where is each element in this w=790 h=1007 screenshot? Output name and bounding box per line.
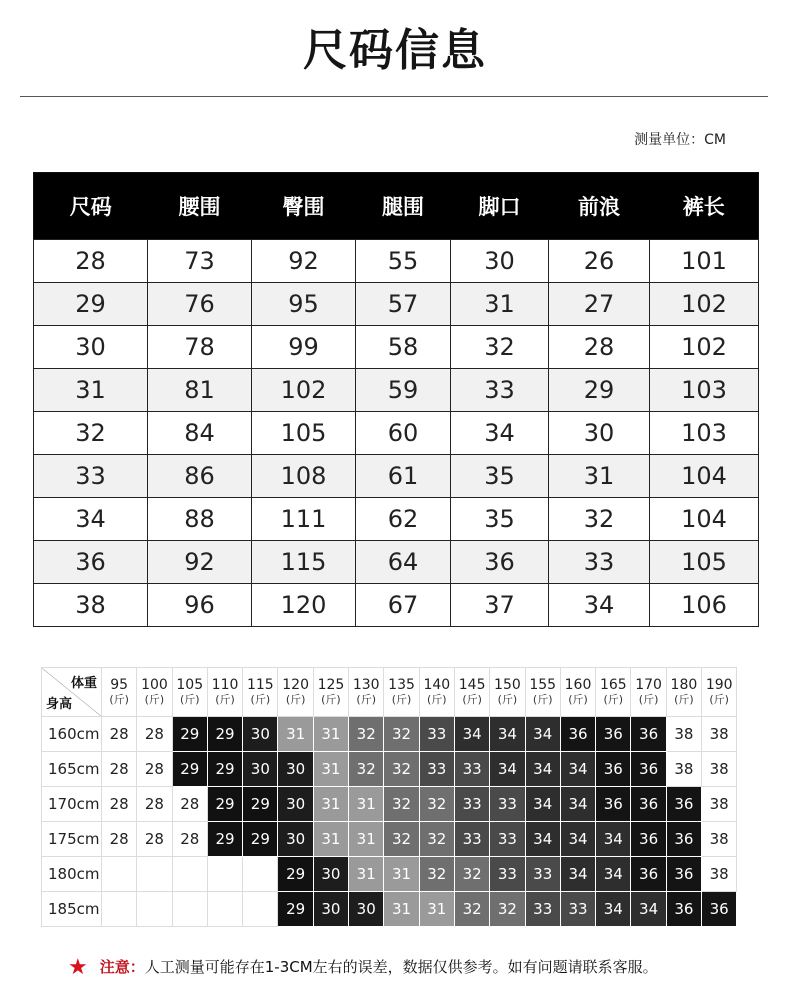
recommended-size-cell: 36: [631, 752, 666, 787]
weight-value: 120: [282, 677, 309, 693]
weight-unit: (斤): [179, 693, 200, 706]
recommended-size-cell: 32: [384, 717, 419, 752]
weight-header-cell: [207, 668, 242, 717]
recommended-size-cell: [137, 857, 172, 892]
weight-unit: (斤): [638, 693, 659, 706]
measurement-disclaimer: [68, 955, 658, 980]
table-cell: 36: [34, 541, 148, 584]
recommended-size-cell: 36: [666, 857, 701, 892]
height-label: 170cm: [42, 787, 102, 822]
height-row: [42, 752, 737, 787]
weight-value: 105: [176, 677, 204, 693]
recommended-size-cell: 31: [349, 787, 384, 822]
size-chart-table: [33, 172, 759, 627]
table-cell: 111: [252, 498, 356, 541]
recommended-size-cell: 34: [560, 857, 595, 892]
weight-unit: (斤): [568, 693, 588, 706]
height-row: [42, 892, 737, 927]
table-cell: 34: [451, 412, 549, 455]
table-cell: 58: [356, 326, 451, 369]
recommended-size-cell: [172, 857, 207, 892]
weight-header-cell: [631, 668, 666, 717]
weight-unit: (斤): [250, 693, 271, 706]
height-axis-label: 身高: [46, 697, 73, 712]
height-label: 160cm: [42, 717, 102, 752]
table-cell: 57: [356, 283, 451, 326]
table-cell: 73: [148, 240, 252, 283]
weight-value: 140: [423, 677, 451, 693]
recommended-size-cell: 29: [207, 717, 242, 752]
table-cell: 86: [148, 455, 252, 498]
recommended-size-cell: 38: [702, 717, 737, 752]
recommended-size-cell: 32: [419, 857, 454, 892]
height-label: 165cm: [42, 752, 102, 787]
recommended-size-cell: 34: [560, 787, 595, 822]
table-cell: 101: [650, 240, 759, 283]
weight-header-cell: [525, 668, 560, 717]
recommended-size-cell: 32: [419, 787, 454, 822]
table-cell: 26: [549, 240, 650, 283]
recommended-size-cell: 36: [666, 892, 701, 927]
recommended-size-cell: 34: [560, 752, 595, 787]
recommended-size-cell: 28: [102, 787, 137, 822]
weight-value: 150: [494, 677, 521, 693]
height-row: [42, 822, 737, 857]
recommended-size-cell: [243, 857, 278, 892]
table-cell: 55: [356, 240, 451, 283]
weight-unit: (斤): [427, 693, 447, 706]
weight-value: 165: [599, 677, 627, 693]
table-cell: 105: [252, 412, 356, 455]
table-cell: 78: [148, 326, 252, 369]
recommended-size-cell: 36: [666, 787, 701, 822]
recommended-size-cell: 29: [243, 822, 278, 857]
height-label: 175cm: [42, 822, 102, 857]
weight-unit: (斤): [497, 693, 518, 706]
recommended-size-cell: 29: [243, 787, 278, 822]
table-cell: 38: [34, 584, 148, 627]
table-cell: 103: [650, 412, 759, 455]
table-cell: 36: [451, 541, 549, 584]
recommended-size-cell: 29: [172, 752, 207, 787]
recommended-size-cell: 36: [596, 717, 631, 752]
height-label: 185cm: [42, 892, 102, 927]
recommended-size-cell: 32: [490, 892, 525, 927]
recommended-size-cell: [243, 892, 278, 927]
header-length: 裤长: [650, 173, 759, 240]
page-title: 尺码信息: [303, 25, 487, 76]
recommended-size-cell: 31: [419, 892, 454, 927]
table-cell: 30: [549, 412, 650, 455]
recommended-size-cell: 28: [137, 717, 172, 752]
table-cell: 32: [34, 412, 148, 455]
table-row: [34, 326, 759, 369]
header-hem: 脚口: [451, 173, 549, 240]
header-hip: 臀围: [252, 173, 356, 240]
recommended-size-cell: 31: [313, 787, 348, 822]
table-cell: 67: [356, 584, 451, 627]
table-cell: 92: [148, 541, 252, 584]
recommended-size-cell: 30: [278, 752, 313, 787]
recommended-size-cell: 38: [666, 717, 701, 752]
recommended-size-cell: 29: [278, 892, 313, 927]
recommended-size-cell: 34: [631, 892, 666, 927]
height-row: [42, 717, 737, 752]
recommended-size-cell: 33: [454, 822, 489, 857]
table-cell: 105: [650, 541, 759, 584]
recommended-size-cell: 29: [278, 857, 313, 892]
weight-header-cell: [419, 668, 454, 717]
recommended-size-cell: 36: [702, 892, 737, 927]
recommended-size-cell: 33: [490, 822, 525, 857]
recommended-size-cell: [172, 892, 207, 927]
weight-unit: (斤): [109, 693, 129, 706]
table-cell: 34: [34, 498, 148, 541]
weight-header-cell: [384, 668, 419, 717]
table-cell: 103: [650, 369, 759, 412]
recommended-size-cell: 31: [313, 822, 348, 857]
table-cell: 115: [252, 541, 356, 584]
table-cell: 61: [356, 455, 451, 498]
recommended-size-cell: 31: [278, 717, 313, 752]
recommended-size-cell: 34: [525, 717, 560, 752]
table-cell: 104: [650, 455, 759, 498]
header-size: 尺码: [34, 173, 148, 240]
recommended-size-cell: [207, 857, 242, 892]
table-row: [34, 584, 759, 627]
recommended-size-cell: 34: [490, 717, 525, 752]
recommended-size-cell: 36: [560, 717, 595, 752]
table-cell: 33: [34, 455, 148, 498]
table-row: [34, 455, 759, 498]
recommended-size-cell: 30: [313, 892, 348, 927]
table-cell: 99: [252, 326, 356, 369]
header-thigh: 腿围: [356, 173, 451, 240]
weight-unit: (斤): [356, 693, 377, 706]
header-front-rise: 前浪: [549, 173, 650, 240]
recommended-size-cell: 33: [454, 752, 489, 787]
height-label: 180cm: [42, 857, 102, 892]
weight-header-cell: [172, 668, 207, 717]
weight-unit: (斤): [709, 693, 729, 706]
weight-unit: (斤): [532, 693, 553, 706]
weight-value: 180: [670, 677, 698, 693]
weight-value: 135: [388, 677, 415, 693]
recommended-size-cell: 36: [631, 787, 666, 822]
weight-value: 95: [110, 677, 129, 693]
recommended-size-cell: 36: [596, 787, 631, 822]
recommended-size-cell: 38: [702, 857, 737, 892]
weight-header-cell: [137, 668, 172, 717]
recommended-size-cell: [102, 892, 137, 927]
header-waist: 腰围: [148, 173, 252, 240]
table-row: [34, 240, 759, 283]
table-cell: 28: [549, 326, 650, 369]
table-cell: 32: [549, 498, 650, 541]
weight-value: 170: [635, 677, 662, 693]
recommended-size-cell: 33: [525, 857, 560, 892]
recommended-size-cell: 38: [666, 752, 701, 787]
table-cell: 64: [356, 541, 451, 584]
recommended-size-cell: 33: [525, 892, 560, 927]
recommended-size-cell: 33: [560, 892, 595, 927]
title-divider: [20, 96, 768, 97]
table-cell: 92: [252, 240, 356, 283]
weight-unit: (斤): [321, 693, 341, 706]
weight-value: 145: [458, 677, 486, 693]
table-cell: 102: [650, 326, 759, 369]
recommended-size-cell: 32: [454, 892, 489, 927]
weight-axis-label: 体重: [70, 676, 97, 691]
recommended-size-cell: 36: [631, 857, 666, 892]
table-cell: 102: [252, 369, 356, 412]
recommended-size-cell: [102, 857, 137, 892]
table-cell: 62: [356, 498, 451, 541]
recommended-size-cell: 33: [419, 752, 454, 787]
table-cell: 59: [356, 369, 451, 412]
weight-unit: (斤): [462, 693, 482, 706]
weight-value: 100: [141, 677, 168, 693]
recommended-size-cell: 36: [631, 717, 666, 752]
table-cell: 106: [650, 584, 759, 627]
recommended-size-cell: 30: [278, 822, 313, 857]
table-row: [34, 412, 759, 455]
table-cell: 33: [549, 541, 650, 584]
recommended-size-cell: 28: [137, 752, 172, 787]
weight-value: 160: [564, 677, 592, 693]
table-row: [34, 283, 759, 326]
weight-header-cell: [102, 668, 137, 717]
recommended-size-cell: [207, 892, 242, 927]
recommended-size-cell: 34: [525, 752, 560, 787]
recommended-size-cell: 30: [349, 892, 384, 927]
recommended-size-cell: 32: [419, 822, 454, 857]
table-cell: 84: [148, 412, 252, 455]
recommended-size-cell: 32: [349, 717, 384, 752]
recommended-size-cell: 34: [596, 822, 631, 857]
table-row: [34, 369, 759, 412]
table-cell: 28: [34, 240, 148, 283]
weight-header-cell: [243, 668, 278, 717]
table-cell: 35: [451, 455, 549, 498]
height-row: [42, 787, 737, 822]
table-cell: 34: [549, 584, 650, 627]
recommended-size-cell: 38: [702, 752, 737, 787]
recommended-size-cell: 34: [596, 892, 631, 927]
recommended-size-cell: 28: [172, 822, 207, 857]
weight-value: 125: [317, 677, 345, 693]
recommended-size-cell: 29: [172, 717, 207, 752]
table-cell: 31: [34, 369, 148, 412]
height-row: [42, 857, 737, 892]
table-cell: 104: [650, 498, 759, 541]
table-row: [34, 498, 759, 541]
recommended-size-cell: 36: [596, 752, 631, 787]
recommended-size-cell: [137, 892, 172, 927]
recommended-size-cell: 28: [102, 717, 137, 752]
table-cell: 31: [451, 283, 549, 326]
recommended-size-cell: 31: [313, 717, 348, 752]
weight-header-cell: [349, 668, 384, 717]
measurement-unit-note: 测量单位：CM: [634, 132, 726, 148]
weight-header-cell: [666, 668, 701, 717]
weight-unit: (斤): [285, 693, 306, 706]
table-cell: 81: [148, 369, 252, 412]
note-text: 人工测量可能存在1-3CM左右的误差，数据仅供参考。如有问题请联系客服。: [144, 958, 658, 976]
weight-header-cell: [702, 668, 737, 717]
weight-height-size-grid: [41, 667, 737, 927]
weight-header-cell: [596, 668, 631, 717]
recommended-size-cell: 30: [313, 857, 348, 892]
recommended-size-cell: 29: [207, 787, 242, 822]
recommended-size-cell: 33: [490, 857, 525, 892]
table-cell: 88: [148, 498, 252, 541]
weight-unit: (斤): [144, 693, 165, 706]
recommended-size-cell: 38: [702, 787, 737, 822]
recommended-size-cell: 31: [349, 857, 384, 892]
table-cell: 37: [451, 584, 549, 627]
weight-header-cell: [313, 668, 348, 717]
recommended-size-cell: 32: [384, 822, 419, 857]
weight-unit: (斤): [215, 693, 235, 706]
recommended-size-cell: 32: [349, 752, 384, 787]
recommended-size-cell: 34: [596, 857, 631, 892]
table-cell: 120: [252, 584, 356, 627]
table-row: [34, 541, 759, 584]
table-cell: 32: [451, 326, 549, 369]
table-cell: 60: [356, 412, 451, 455]
recommended-size-cell: 32: [454, 857, 489, 892]
recommended-size-cell: 28: [172, 787, 207, 822]
table-cell: 29: [549, 369, 650, 412]
table-cell: 96: [148, 584, 252, 627]
recommended-size-cell: 32: [384, 752, 419, 787]
weight-header-cell: [490, 668, 525, 717]
recommended-size-cell: 28: [102, 822, 137, 857]
recommended-size-cell: 30: [243, 752, 278, 787]
recommended-size-cell: 31: [349, 822, 384, 857]
weight-unit: (斤): [674, 693, 694, 706]
weight-unit: (斤): [391, 693, 412, 706]
recommended-size-cell: 33: [454, 787, 489, 822]
weight-header-cell: [278, 668, 313, 717]
recommended-size-cell: 28: [102, 752, 137, 787]
recommended-size-cell: 34: [454, 717, 489, 752]
weight-unit: (斤): [603, 693, 624, 706]
table-cell: 33: [451, 369, 549, 412]
recommended-size-cell: 32: [384, 787, 419, 822]
table-cell: 27: [549, 283, 650, 326]
weight-value: 155: [529, 677, 557, 693]
recommended-size-cell: 34: [560, 822, 595, 857]
recommended-size-cell: 34: [525, 787, 560, 822]
table-cell: 108: [252, 455, 356, 498]
recommended-size-cell: 34: [490, 752, 525, 787]
recommended-size-cell: 36: [631, 822, 666, 857]
recommended-size-cell: 31: [384, 857, 419, 892]
recommended-size-cell: 29: [207, 822, 242, 857]
table-cell: 76: [148, 283, 252, 326]
weight-value: 190: [705, 677, 733, 693]
recommended-size-cell: 28: [137, 822, 172, 857]
recommended-size-cell: 30: [243, 717, 278, 752]
recommended-size-cell: 33: [419, 717, 454, 752]
recommended-size-cell: 31: [384, 892, 419, 927]
recommended-size-cell: 29: [207, 752, 242, 787]
recommended-size-cell: 33: [490, 787, 525, 822]
recommended-size-cell: 38: [702, 822, 737, 857]
weight-header-cell: [454, 668, 489, 717]
table-cell: 30: [451, 240, 549, 283]
star-icon: ★: [68, 955, 88, 980]
table-cell: 95: [252, 283, 356, 326]
weight-value: 115: [246, 677, 274, 693]
table-cell: 102: [650, 283, 759, 326]
weight-header-cell: [560, 668, 595, 717]
table-cell: 29: [34, 283, 148, 326]
grid-corner-cell: [42, 668, 102, 717]
recommended-size-cell: 31: [313, 752, 348, 787]
recommended-size-cell: 30: [278, 787, 313, 822]
recommended-size-cell: 36: [666, 822, 701, 857]
weight-value: 130: [352, 677, 380, 693]
note-label: 注意：: [99, 958, 145, 976]
weight-header-row: [42, 668, 737, 717]
table-cell: 31: [549, 455, 650, 498]
weight-value: 110: [211, 677, 239, 693]
table-cell: 35: [451, 498, 549, 541]
table-cell: 30: [34, 326, 148, 369]
recommended-size-cell: 28: [137, 787, 172, 822]
size-chart-header-row: [34, 173, 759, 240]
recommended-size-cell: 34: [525, 822, 560, 857]
